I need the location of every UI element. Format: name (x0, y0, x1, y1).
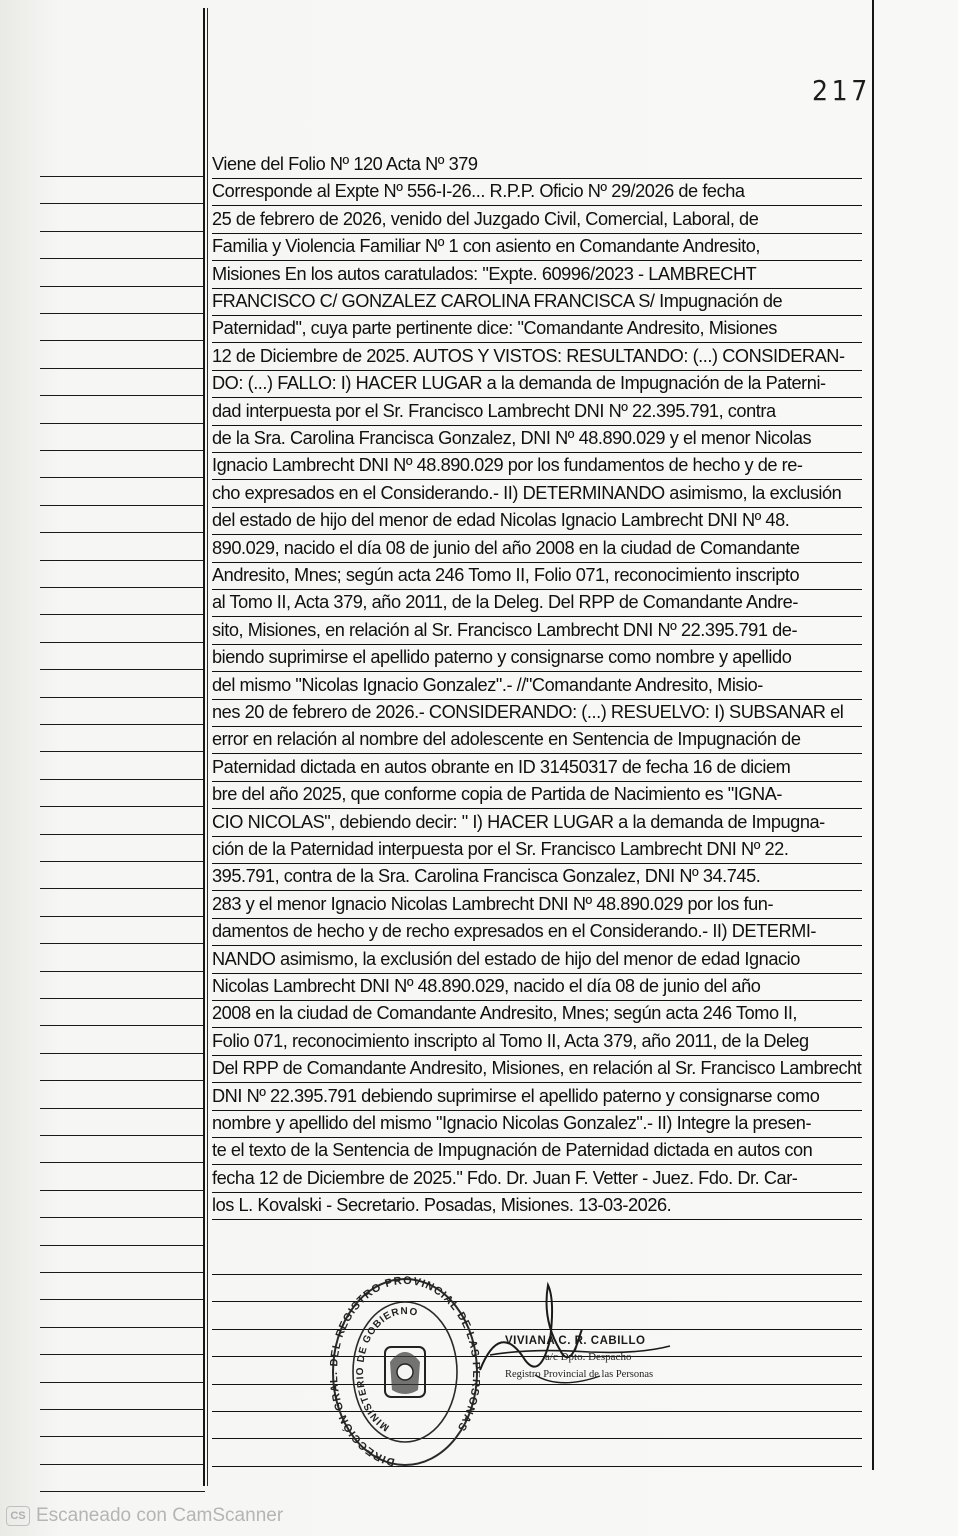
margin-rule-line (40, 258, 205, 259)
text-line: del estado de hijo del menor de edad Nicolas Ignacio Lambrecht DNI Nº 48. (212, 506, 862, 535)
margin-rule-line (40, 1245, 205, 1246)
margin-rule-line (40, 423, 205, 424)
text-line: Folio 071, reconocimiento inscripto al Tomo II, Acta 379, año 2011, de la Deleg (212, 1027, 862, 1056)
signatory-role: a/c Dpto. Despacho (545, 1351, 632, 1363)
text-line: CIO NICOLAS", debiendo decir: " I) HACER LUGAR a la demanda de Impugna- (212, 808, 862, 837)
text-line: 395.791, contra de la Sra. Carolina Francisca Gonzalez, DNI Nº 34.745. (212, 862, 862, 891)
margin-rule-line (40, 340, 205, 341)
margin-rule-line (40, 587, 205, 588)
text-line: 890.029, nacido el día 08 de junio del año 2008 en la ciudad de Comandante (212, 534, 862, 563)
text-line: Misiones En los autos caratulados: "Expte. 60996/2023 - LAMBRECHT (212, 260, 862, 289)
margin-rule-line (40, 697, 205, 698)
margin-rule-line (40, 669, 205, 670)
margin-rule-line (40, 1436, 205, 1437)
margin-rule-line (40, 916, 205, 917)
margin-rule-line (40, 1382, 205, 1383)
seal-graphic (330, 1272, 480, 1472)
margin-rule-line (40, 1464, 205, 1465)
left-margin-lines (40, 0, 205, 1500)
scanner-label: Escaneado con CamScanner (36, 1505, 284, 1526)
margin-rule-line (40, 834, 205, 835)
margin-rule-line (40, 1491, 205, 1492)
text-line: ción de la Paternidad interpuesta por el Sr. Francisco Lambrecht DNI Nº 22. (212, 835, 862, 864)
margin-rule-line (40, 1409, 205, 1410)
margin-rule-line (40, 313, 205, 314)
margin-rule-line (40, 1108, 205, 1109)
margin-rule-line (40, 861, 205, 862)
margin-rule-line (40, 203, 205, 204)
margin-rule-line (40, 1217, 205, 1218)
margin-rule-line (40, 395, 205, 396)
blank-rule-line (212, 1438, 862, 1439)
text-line: los L. Kovalski - Secretario. Posadas, Misiones. 13-03-2026. (212, 1191, 862, 1220)
blank-rule-line (212, 1274, 862, 1275)
signatory-name: VIVIANA C. R. CABILLO (505, 1335, 646, 1347)
text-line: te el texto de la Sentencia de Impugnación de Paternidad dictada en autos con (212, 1136, 862, 1165)
margin-rule-line (40, 560, 205, 561)
margin-rule-line (40, 888, 205, 889)
text-line: Viene del Folio Nº 120 Acta Nº 379 (212, 150, 862, 179)
margin-rule-line (40, 1162, 205, 1163)
text-line: sito, Misiones, en relación al Sr. Francisco Lambrecht DNI Nº 22.395.791 de- (212, 616, 862, 645)
margin-rule-line (40, 1299, 205, 1300)
margin-rule-line (40, 1135, 205, 1136)
seal-outer-text: DIRECCIÓN GR EL REGISTRO PROVINCIAL DE LAS SONAS (330, 1274, 480, 1468)
text-line: Ignacio Lambrecht DNI Nº 48.890.029 por los fundamentos de hecho y de re- (212, 451, 862, 480)
text-line: nes 20 de febrero de 2026.- CONSIDERANDO: (...) RESUELVO: I) SUBSANAR el (212, 698, 862, 727)
text-line: nombre y apellido del mismo "Ignacio Nicolas Gonzalez".- II) Integre la presen- (212, 1109, 862, 1138)
text-line: Paternidad", cuya parte pertinente dice: "Comandante Andresito, Misiones (212, 314, 862, 343)
right-margin-rule (872, 0, 874, 1470)
official-seal-stamp (330, 1272, 480, 1472)
text-line: Paternidad dictada en autos obrante en ID 31450317 de fecha 16 de diciem (212, 753, 862, 782)
text-line: 2008 en la ciudad de Comandante Andresito, Mnes; según acta 246 Tomo II, (212, 999, 862, 1028)
margin-rule-line (40, 614, 205, 615)
margin-rule-line (40, 971, 205, 972)
margin-rule-line (40, 532, 205, 533)
margin-rule-outer (203, 8, 205, 1486)
text-line: 12 de Diciembre de 2025. AUTOS Y VISTOS: RESULTANDO: (...) CONSIDERAN- (212, 342, 862, 371)
signatory-office: Registro Provincial de las Personas (505, 1369, 654, 1380)
margin-rule-line (40, 1354, 205, 1355)
margin-rule-line (40, 1053, 205, 1054)
margin-rule-line (40, 1190, 205, 1191)
text-line: bre del año 2025, que conforme copia de Partida de Nacimiento es "IGNA- (212, 780, 862, 809)
margin-rule-line (40, 477, 205, 478)
scanner-watermark (6, 1504, 283, 1528)
margin-rule-line (40, 450, 205, 451)
margin-rule-inner (207, 8, 208, 1486)
handwritten-signature (470, 1280, 730, 1420)
text-line: Andresito, Mnes; según acta 246 Tomo II, Folio 071, reconocimiento inscripto (212, 561, 862, 590)
margin-rule-line (40, 1080, 205, 1081)
text-line: 25 de febrero de 2026, venido del Juzgado Civil, Comercial, Laboral, de (212, 205, 862, 234)
margin-rule-line (40, 943, 205, 944)
margin-rule-line (40, 1025, 205, 1026)
text-line: biendo suprimirse el apellido paterno y consignarse como nombre y apellido (212, 643, 862, 672)
margin-rule-line (40, 724, 205, 725)
text-line: Del RPP de Comandante Andresito, Misiones, en relación al Sr. Francisco Lambrecht (212, 1054, 862, 1083)
blank-rule-line (212, 1466, 862, 1467)
text-line: 283 y el menor Ignacio Nicolas Lambrecht DNI Nº 48.890.029 por los fun- (212, 890, 862, 919)
signature-scribble (470, 1280, 730, 1420)
text-line: error en relación al nombre del adolescente en Sentencia de Impugnación de (212, 725, 862, 754)
text-line: damentos de hecho y de recho expresados en el Considerando.- II) DETERMI- (212, 917, 862, 946)
text-line: del mismo "Nicolas Ignacio Gonzalez".- //"Comandante Andresito, Misio- (212, 671, 862, 700)
page-number: 217 (812, 74, 871, 107)
text-line: DO: (...) FALLO: I) HACER LUGAR a la demanda de Impugnación de la Paterni- (212, 369, 862, 398)
margin-rule-line (40, 176, 205, 177)
text-line: Familia y Violencia Familiar Nº 1 con asiento en Comandante Andresito, (212, 232, 862, 261)
margin-rule-line (40, 368, 205, 369)
text-line: de la Sra. Carolina Francisca Gonzalez, DNI Nº 48.890.029 y el menor Nicolas (212, 424, 862, 453)
text-line: al Tomo II, Acta 379, año 2011, de la Deleg. Del RPP de Comandante Andre- (212, 588, 862, 617)
text-line: fecha 12 de Diciembre de 2025." Fdo. Dr. Juan F. Vetter - Juez. Fdo. Dr. Car- (212, 1164, 862, 1193)
seal-inner-text: MINISTERIO DE GOBIERNO (355, 1305, 420, 1433)
margin-rule-line (40, 751, 205, 752)
text-line: Corresponde al Expte Nº 556-I-26... R.P.P. Oficio Nº 29/2026 de fecha (212, 177, 862, 206)
margin-rule-line (40, 642, 205, 643)
margin-rule-line (40, 806, 205, 807)
margin-rule-line (40, 779, 205, 780)
margin-rule-line (40, 231, 205, 232)
margin-rule-line (40, 1327, 205, 1328)
text-line: Nicolas Lambrecht DNI Nº 48.890.029, nacido el día 08 de junio del año (212, 972, 862, 1001)
text-line: cho expresados en el Considerando.- II) DETERMINANDO asimismo, la exclusión (212, 479, 862, 508)
margin-rule-line (40, 1272, 205, 1273)
margin-rule-line (40, 998, 205, 999)
text-line: DNI Nº 22.395.791 debiendo suprimirse el apellido paterno y consignarse como (212, 1082, 862, 1111)
margin-rule-line (40, 505, 205, 506)
margin-rule-line (40, 286, 205, 287)
text-line: dad interpuesta por el Sr. Francisco Lambrecht DNI Nº 22.395.791, contra (212, 397, 862, 426)
text-line: NANDO asimismo, la exclusión del estado de hijo del menor de edad Ignacio (212, 945, 862, 974)
text-line: FRANCISCO C/ GONZALEZ CAROLINA FRANCISCA S/ Impugnación de (212, 287, 862, 316)
camscanner-logo-icon: CS (6, 1506, 30, 1526)
